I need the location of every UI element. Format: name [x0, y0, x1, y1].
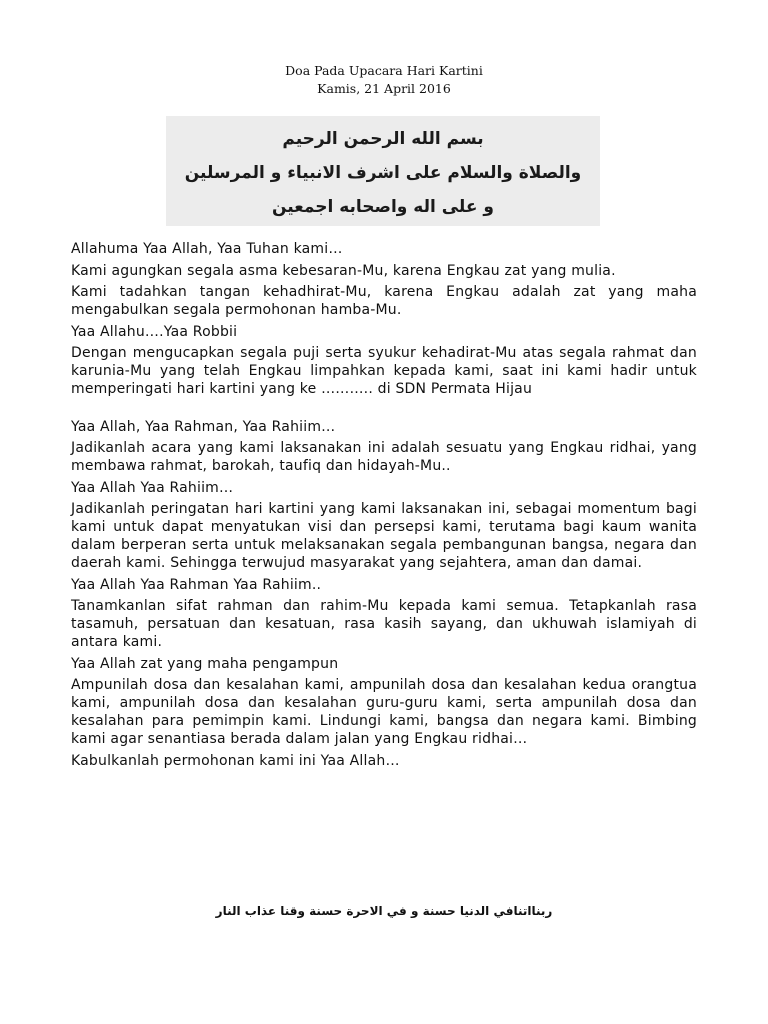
- prayer-paragraph: Ampunilah dosa dan kesalahan kami, ampunilah dosa dan kesalahan kedua orangtua kami, ampunilah dosa dan kesalahan guru-guru kami, serta ampunilah dosa dan kesalahan para pemimpin kami. Lindungi kami, bangsa dan negara kami. Bimbing kami agar senantiasa berada dalam jalan yang Engkau ridhai…: [71, 677, 697, 747]
- prayer-paragraph: Dengan mengucapkan segala puji serta syukur kehadirat-Mu atas segala rahmat dan karunia-Mu yang telah Engkau limpahkan kepada kami, saat ini kami hadir untuk memperingati hari kartini yang ke ……….. di SDN Permata Hijau: [71, 345, 697, 397]
- prayer-paragraph: Yaa Allahu….Yaa Robbii: [71, 323, 238, 340]
- prayer-paragraph: Yaa Allah Yaa Rahiim…: [71, 479, 234, 496]
- bismillah-line-1: بسم الله الرحمن الرحيم: [282, 129, 484, 149]
- document-header: [0, 62, 768, 98]
- bismillah-line-2: والصلاة والسلام على اشرف الانبياء و المرسلين: [184, 163, 582, 183]
- document-date: Kamis, 21 April 2016: [317, 81, 451, 96]
- prayer-paragraph: Tanamkanlan sifat rahman dan rahim-Mu kepada kami semua. Tetapkanlah rasa tasamuh, persatuan dan kesatuan, rasa kasih sayang, dan ukhuwah islamiyah di antara kami.: [71, 598, 697, 650]
- document-title: Doa Pada Upacara Hari Kartini: [285, 63, 483, 78]
- prayer-paragraph: Allahuma Yaa Allah, Yaa Tuhan kami…: [71, 241, 343, 257]
- bismillah-image: [166, 116, 600, 226]
- prayer-paragraph: Jadikanlah acara yang kami laksanakan ini adalah sesuatu yang Engkau ridhai, yang membawa rahmat, barokah, taufiq dan hidayah-Mu..: [71, 440, 697, 474]
- paragraph-spacer: [71, 402, 697, 418]
- prayer-body: [71, 240, 697, 773]
- prayer-paragraph: Kabulkanlah permohonan kami ini Yaa Allah…: [71, 752, 400, 769]
- prayer-paragraph: Kami tadahkan tangan kehadhirat-Mu, karena Engkau adalah zat yang maha mengabulkan segala permohonan hamba-Mu.: [71, 284, 697, 318]
- prayer-paragraph: Yaa Allah Yaa Rahman Yaa Rahiim..: [71, 576, 322, 593]
- prayer-paragraph: Jadikanlah peringatan hari kartini yang kami laksanakan ini, sebagai momentum bagi kami untuk dapat menyatukan visi dan persepsi kami, terutama bagi kaum wanita dalam berperan serta untuk melaksanakan segala pembangunan bangsa, negara dan daerah kami. Sehingga terwujud masyarakat yang sejahtera, aman dan damai.: [71, 501, 697, 571]
- prayer-paragraph: Yaa Allah, Yaa Rahman, Yaa Rahiim…: [71, 418, 336, 435]
- closing-prayer: ربنااتنافي الدنيا حسنة و في الاحرة حسنة وقنا عذاب النار: [215, 904, 553, 918]
- prayer-paragraph: Kami agungkan segala asma kebesaran-Mu, karena Engkau zat yang mulia.: [71, 262, 616, 279]
- prayer-paragraph: Yaa Allah zat yang maha pengampun: [71, 655, 339, 672]
- bismillah-line-3: و على اله واصحابه اجمعين: [272, 197, 494, 217]
